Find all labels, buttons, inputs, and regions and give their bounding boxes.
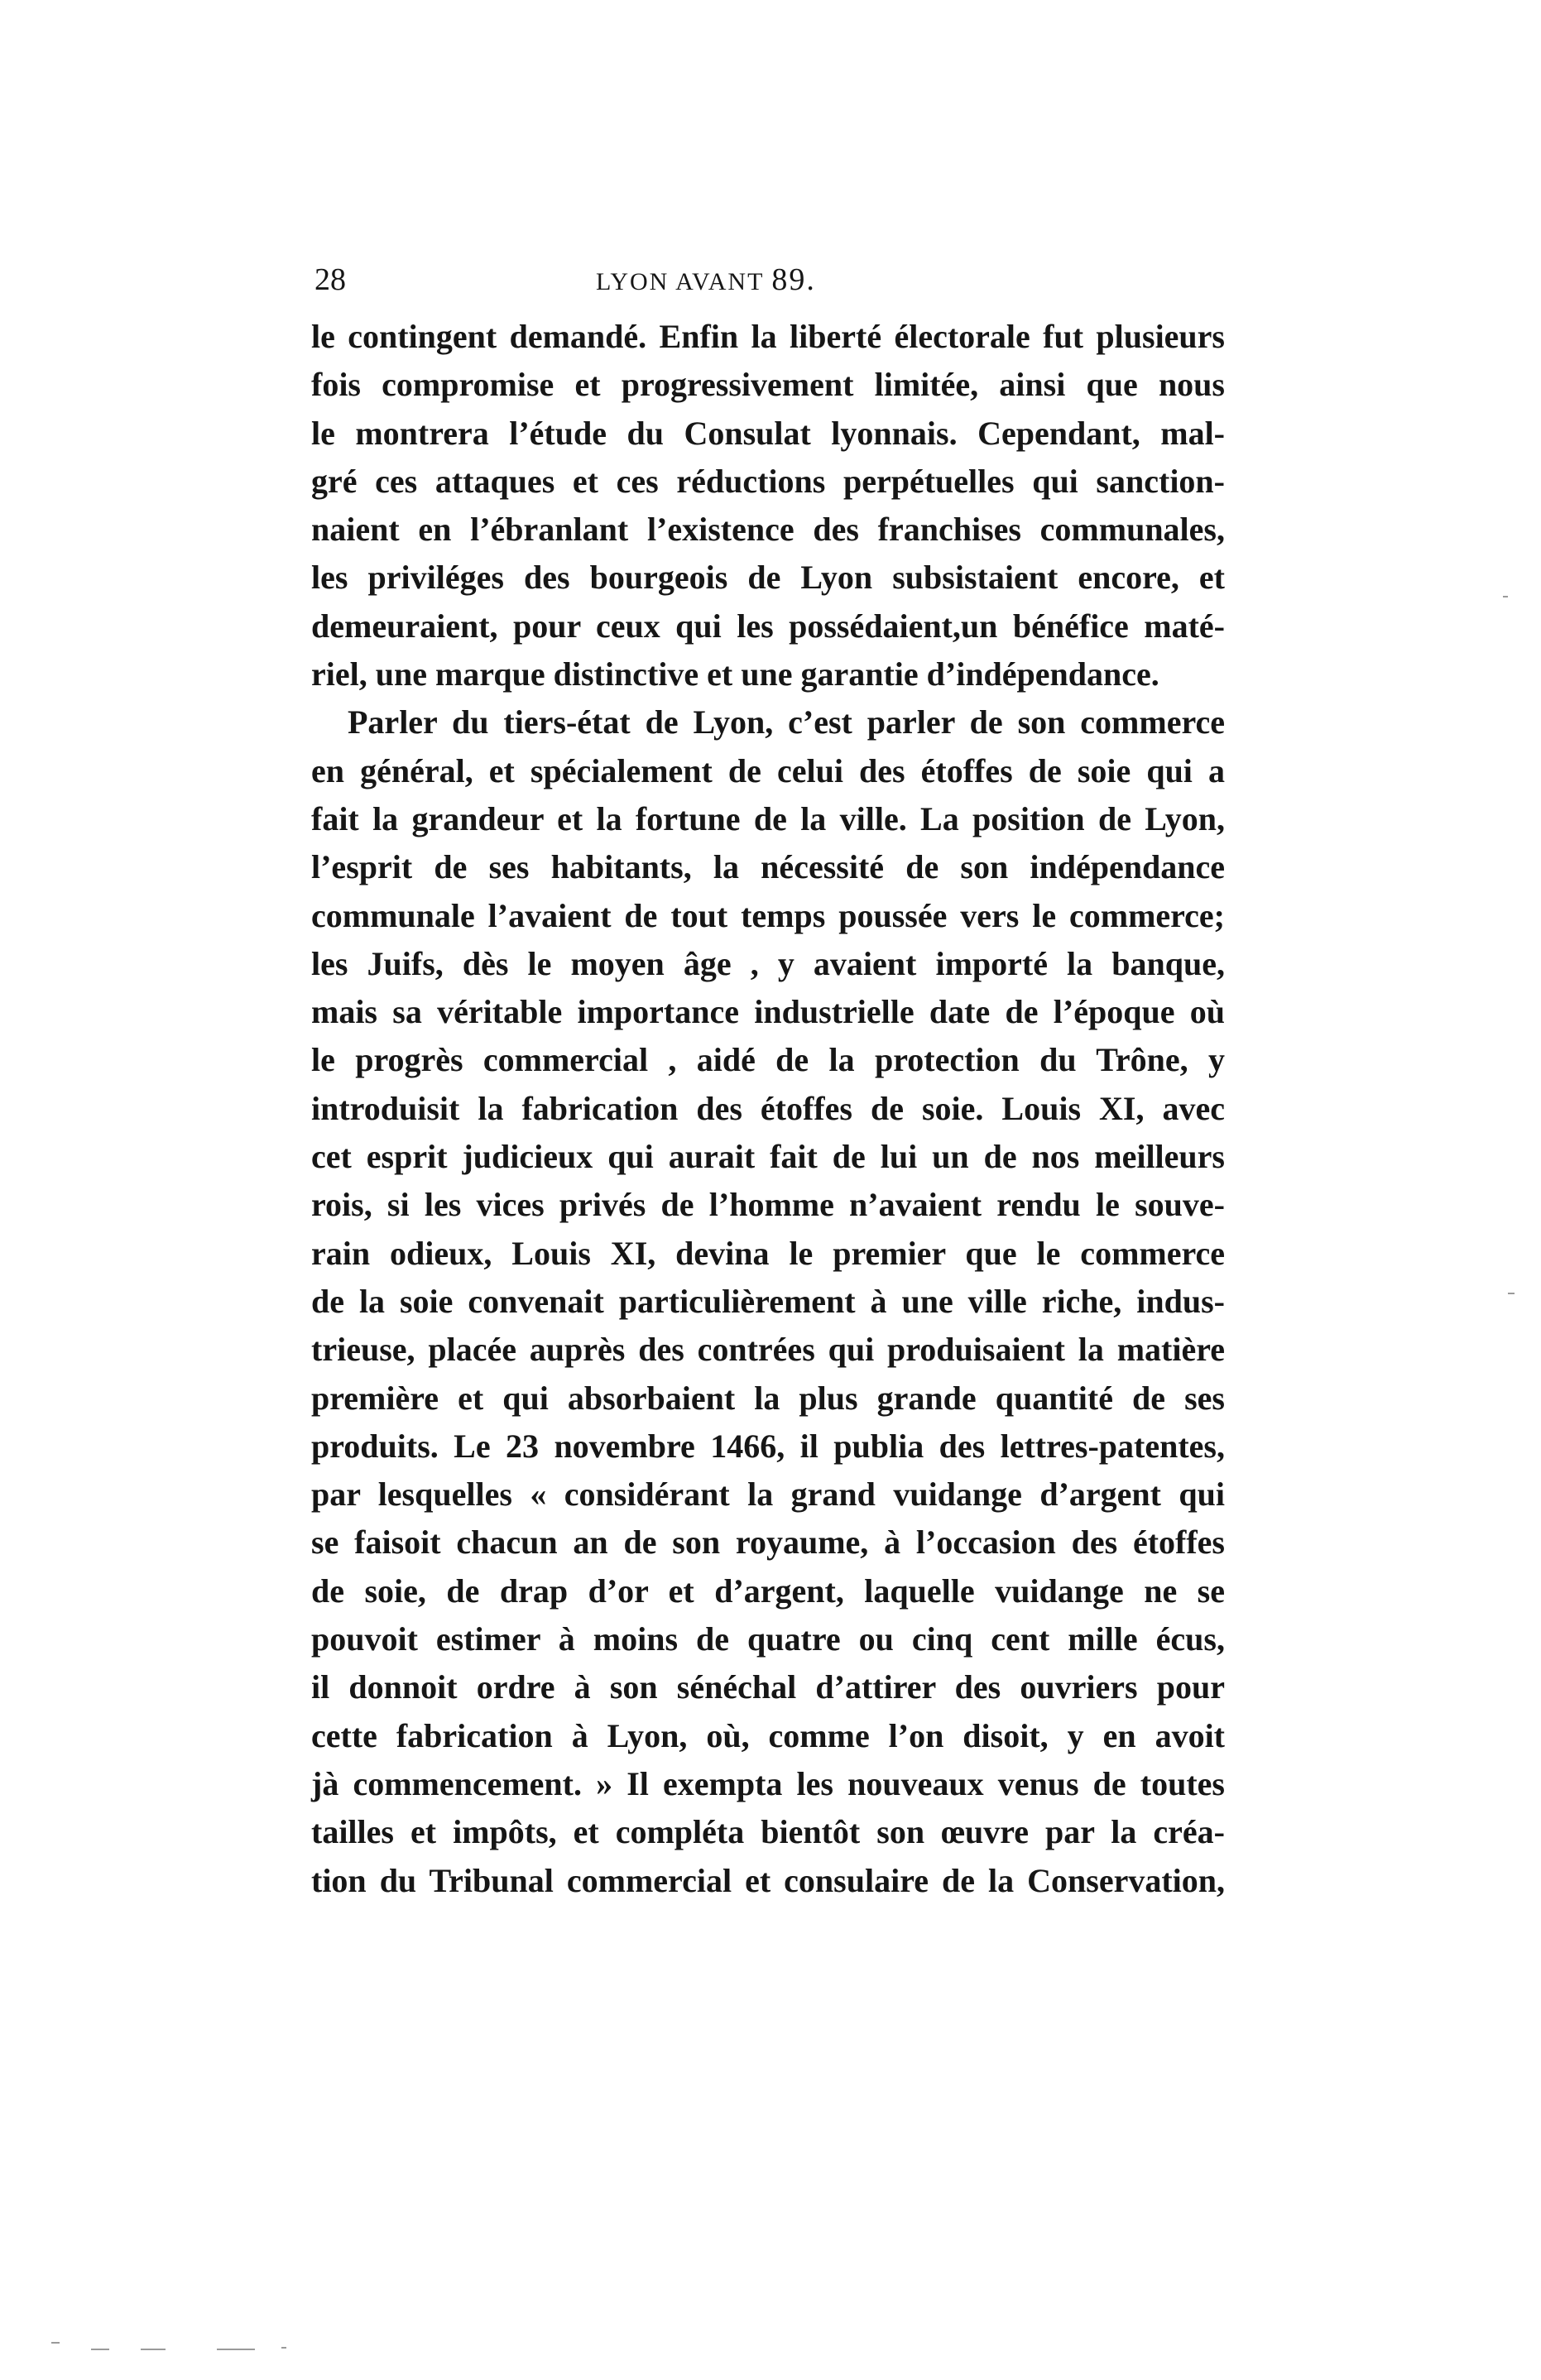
text-line: les Juifs, dès le moyen âge , y avaient importé la banque, [311,944,1225,982]
text-line: mais sa véritable importance industrielle date de l’époque où [311,993,1225,1031]
text-line: tailles et impôts, et compléta bientôt son œuvre par la créa- [311,1813,1225,1851]
running-title [596,255,816,307]
scan-speck [281,2347,286,2349]
scan-speck [51,2342,60,2344]
text-line: jà commencement. » Il exempta les nouveaux venus de toutes [311,1764,1225,1802]
body-text [311,313,1225,1905]
text-line: trieuse, placée auprès des contrées qui produisaient la matière [311,1331,1225,1369]
text-line: les priviléges des bourgeois de Lyon subsistaient encore, et [311,559,1225,597]
text-line: cette fabrication à Lyon, où, comme l’on disoit, y en avoit [311,1716,1225,1754]
scan-speck [141,2349,166,2350]
text-line: pouvoit estimer à moins de quatre ou cinq cent mille écus, [311,1620,1225,1658]
running-title-number: 89. [771,262,816,297]
text-line: première et qui absorbaient la plus grande quantité de ses [311,1379,1225,1417]
scan-speck [1503,596,1508,597]
text-line: tion du Tribunal commercial et consulaire de la Conservation, [311,1861,1225,1899]
text-line: riel, une marque distinctive et une garantie d’indépendance. [311,655,1159,693]
text-line: naient en l’ébranlant l’existence des franchises communales, [311,511,1225,549]
scan-speck [1508,1293,1515,1294]
running-title-text: LYON AVANT [596,268,764,295]
text-line: rois, si les vices privés de l’homme n’avaient rendu le souve- [311,1186,1225,1224]
page-header [314,255,1225,305]
page-number: 28 [314,262,346,297]
text-line: de soie, de drap d’or et d’argent, laquelle vuidange ne se [311,1571,1225,1610]
text-line: le montrera l’étude du Consulat lyonnais. Cependant, mal- [311,414,1225,452]
text-line: communale l’avaient de tout temps poussée vers le commerce; [311,896,1225,934]
scan-speck [217,2349,255,2350]
text-line: il donnoit ordre à son sénéchal d’attirer des ouvriers pour [311,1668,1225,1706]
text-line: par lesquelles « considérant la grand vuidange d’argent qui [311,1476,1225,1514]
text-line: de la soie convenait particulièrement à une ville riche, indus- [311,1282,1225,1320]
scan-speck [91,2349,109,2350]
text-line: cet esprit judicieux qui aurait fait de lui un de nos meilleurs [311,1138,1225,1176]
text-line: produits. Le 23 novembre 1466, il publia des lettres-patentes, [311,1427,1225,1465]
text-line: en général, et spécialement de celui des étoffes de soie qui a [311,751,1225,789]
text-line: le progrès commercial , aidé de la protection du Trône, y [311,1041,1225,1079]
text-line: fois compromise et progressivement limitée, ainsi que nous [311,366,1225,404]
text-line: rain odieux, Louis XI, devina le premier que le commerce [311,1234,1225,1272]
text-line: introduisit la fabrication des étoffes de soie. Louis XI, avec [311,1089,1225,1127]
text-line: gré ces attaques et ces réductions perpétuelles qui sanction- [311,462,1225,500]
text-line: le contingent demandé. Enfin la liberté électorale fut plusieurs [311,318,1225,355]
text-line: Parler du tiers-état de Lyon, c’est parler de son commerce [348,703,1225,741]
text-line: l’esprit de ses habitants, la nécessité de son indépendance [311,848,1225,886]
text-line: demeuraient, pour ceux qui les possédaient,un bénéfice maté- [311,607,1225,645]
text-line: se faisoit chacun an de son royaume, à l’occasion des étoffes [311,1523,1225,1562]
text-line: fait la grandeur et la fortune de la ville. La position de Lyon, [311,799,1225,837]
